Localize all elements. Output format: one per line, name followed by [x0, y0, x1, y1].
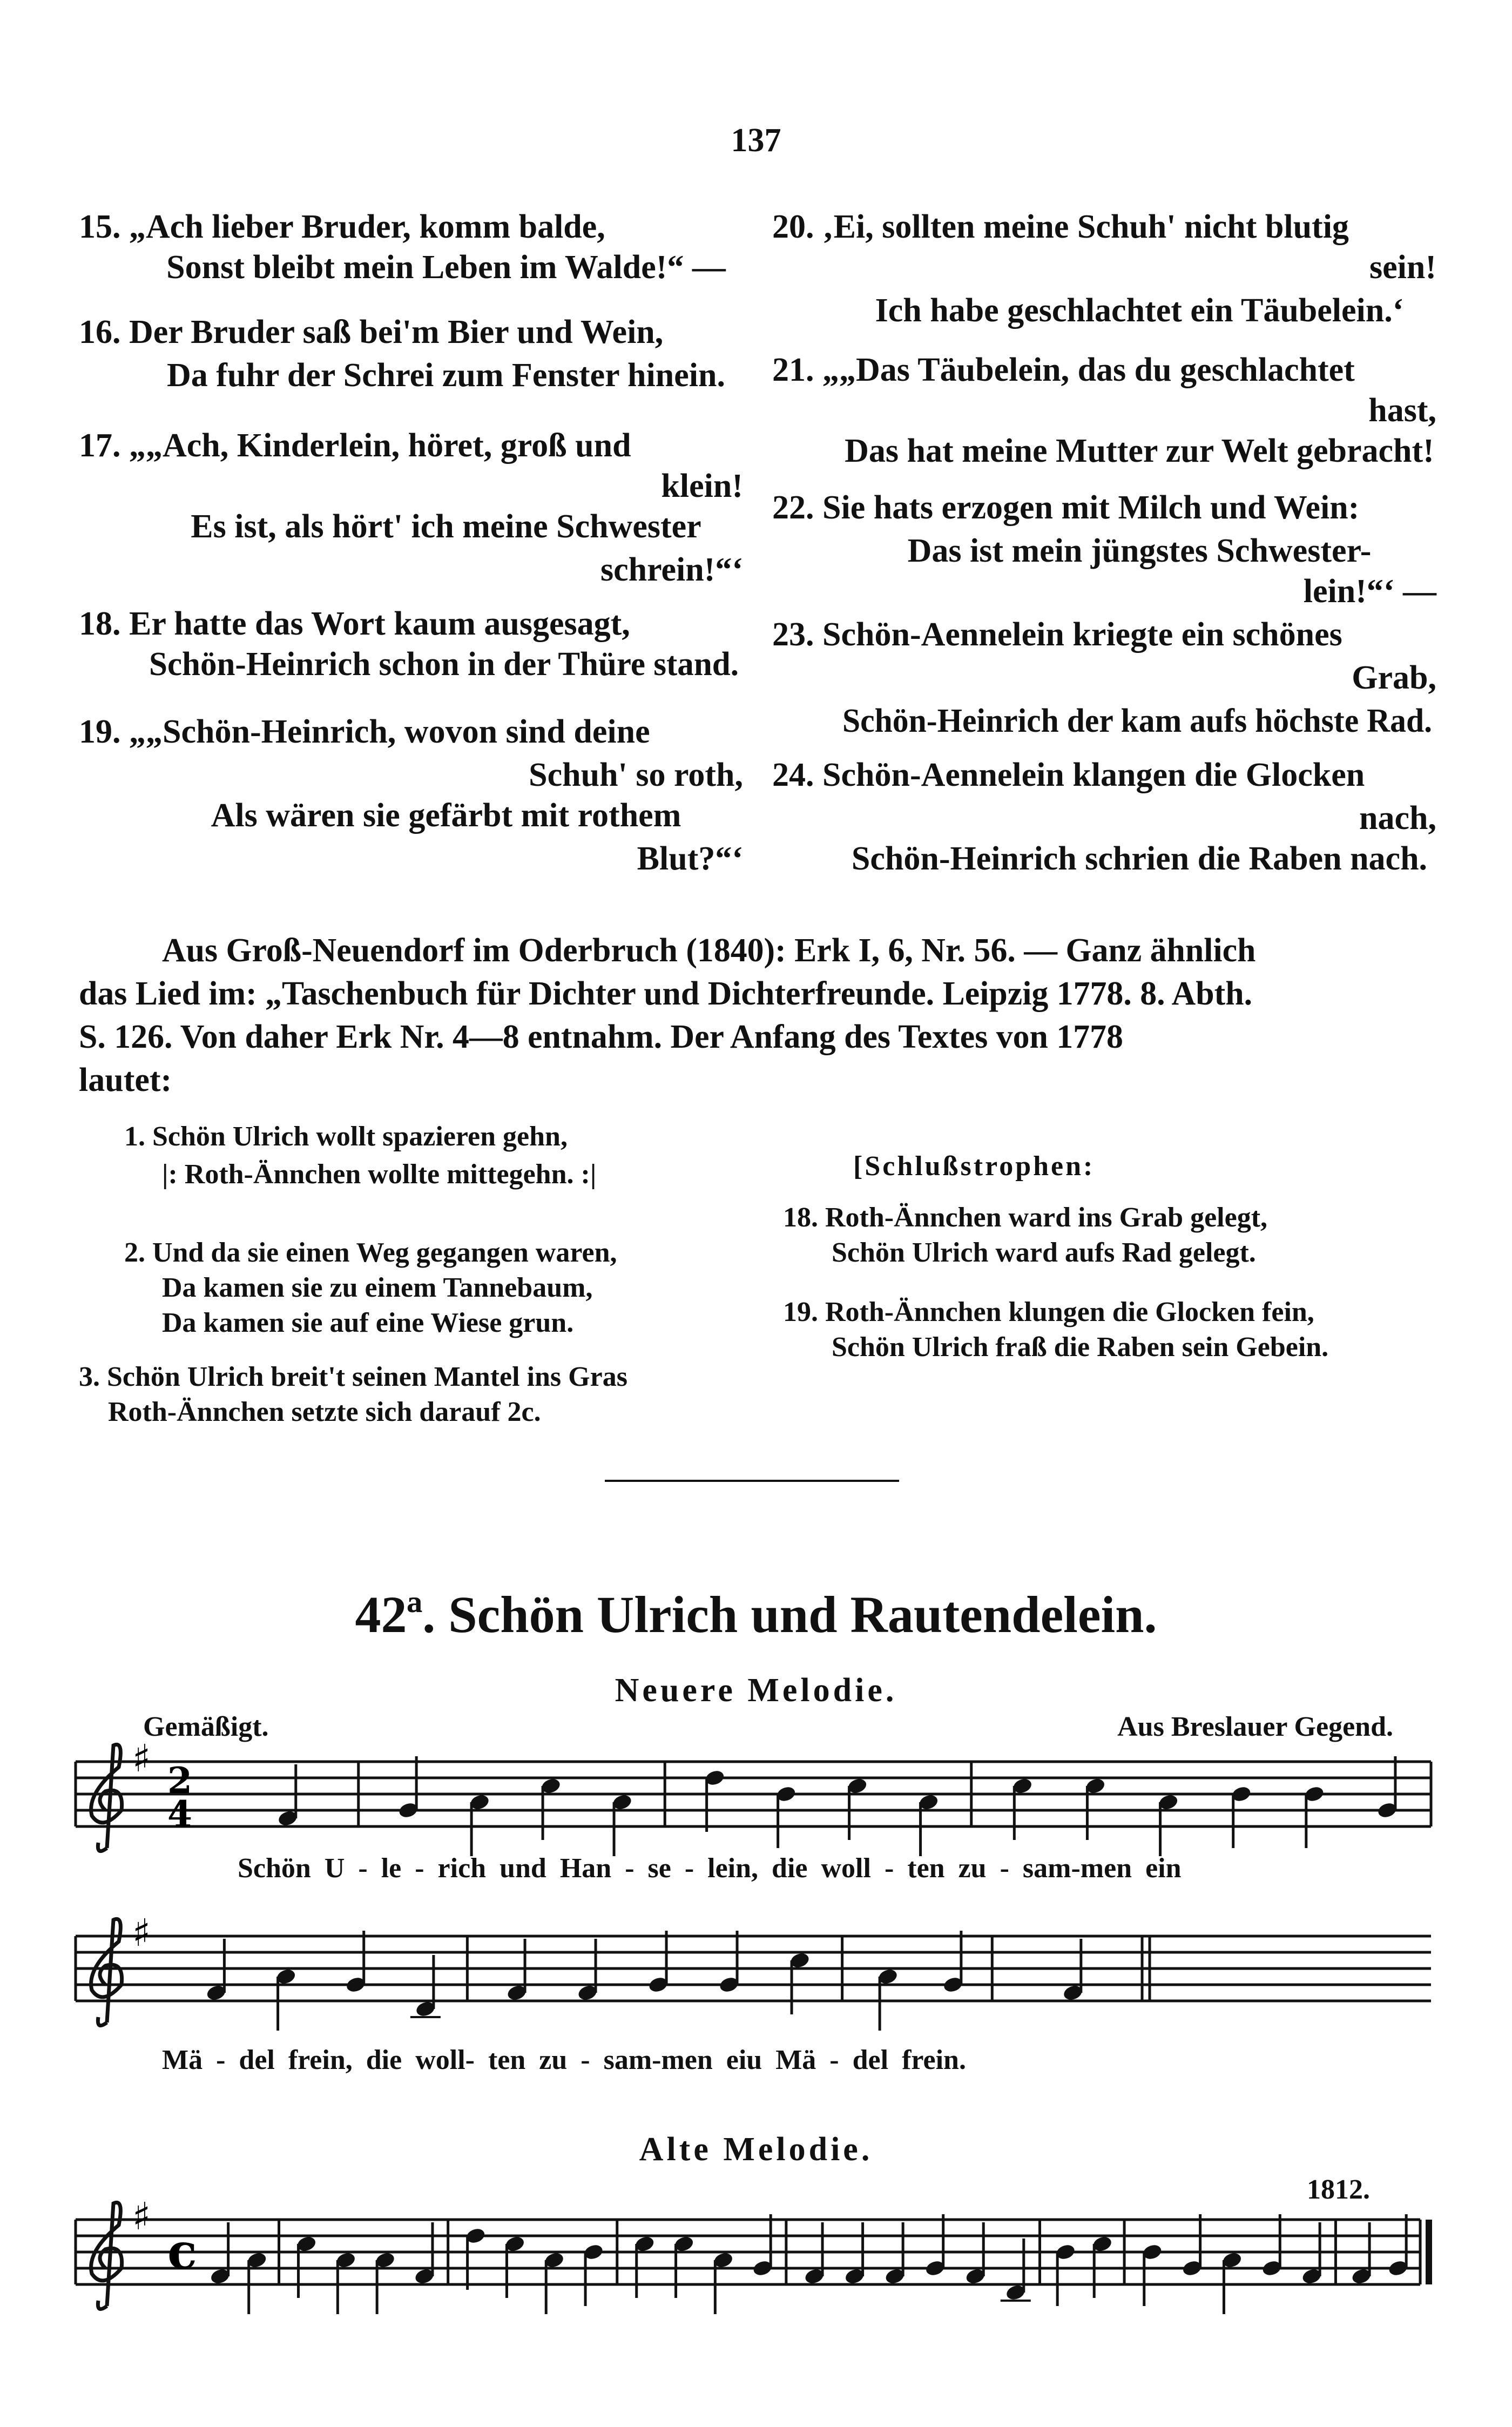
- old-verse-line: Da kamen sie auf eine Wiese grun.: [162, 1307, 574, 1338]
- verse-line: nach,: [1359, 800, 1436, 837]
- verse-line: Ich habe geschlachtet ein Täubelein.‘: [875, 292, 1404, 329]
- paragraph-line: S. 126. Von daher Erk Nr. 4—8 entnahm. Der Anfang des Textes von 1778: [79, 1019, 1123, 1055]
- verse-first-line: 24. Schön-Aennelein klangen die Glocken: [772, 757, 1365, 793]
- page-number: 137: [731, 122, 781, 159]
- verse-line: Schön-Heinrich schon in der Thüre stand.: [149, 646, 739, 683]
- verse-line: Blut?“‘: [637, 840, 743, 877]
- older-melody-year: 1812.: [1307, 2174, 1370, 2205]
- old-verse-line: 1. Schön Ulrich wollt spazieren gehn,: [124, 1121, 568, 1152]
- verse-line: Das hat meine Mutter zur Welt gebracht!: [845, 433, 1434, 469]
- closing-stanzas-heading: [Schlußstrophen:: [853, 1151, 1095, 1182]
- verse-line: hast,: [1368, 392, 1436, 429]
- verse-line: Schön-Heinrich der kam aufs höchste Rad.: [842, 703, 1433, 739]
- old-verse-line: |: Roth-Ännchen wollte mittegehn. :|: [162, 1159, 597, 1190]
- older-melody-heading: Alte Melodie.: [639, 2131, 873, 2168]
- verse-line: lein!“‘ —: [1303, 573, 1436, 610]
- verse-line: Sonst bleibt mein Leben im Walde!“ —: [166, 249, 726, 286]
- old-verse-line: Da kamen sie zu einem Tannebaum,: [162, 1272, 593, 1303]
- verse-line: Als wären sie gefärbt mit rothem: [211, 797, 681, 834]
- old-verse-line: 3. Schön Ulrich breit't seinen Mantel ins Gras: [79, 1361, 627, 1392]
- verse-first-line: 18. Er hatte das Wort kaum ausgesagt,: [79, 605, 630, 642]
- verse-line: klein!: [661, 468, 743, 504]
- lyrics-line-2: Mä - del frein, die woll- ten zu - sam-men eiu Mä - del frein.: [162, 2045, 966, 2075]
- song-title: 42ª. Schön Ulrich und Rautendelein.: [355, 1586, 1157, 1643]
- verse-first-line: 21. „„Das Täubelein, das du geschlachtet: [772, 352, 1355, 388]
- closing-verse-line: Schön Ulrich fraß die Raben sein Gebein.: [832, 1332, 1329, 1363]
- time-signature-bottom: 4: [167, 1793, 192, 1835]
- key-signature-sharp: ♯: [132, 1736, 151, 1781]
- verse-line: Schön-Heinrich schrien die Raben nach.: [851, 840, 1428, 877]
- old-verse-line: Roth-Ännchen setzte sich darauf 2c.: [108, 1397, 541, 1427]
- paragraph-line: das Lied im: „Taschenbuch für Dichter und Dichterfreunde. Leipzig 1778. 8. Abth.: [79, 975, 1253, 1012]
- verse-line: Schuh' so roth,: [529, 757, 743, 793]
- closing-verse-line: Schön Ulrich ward aufs Rad gelegt.: [832, 1237, 1256, 1268]
- verse-first-line: 17. „„Ach, Kinderlein, höret, groß und: [79, 427, 631, 464]
- paragraph-line: lautet:: [79, 1062, 172, 1098]
- verse-line: Es ist, als hört' ich meine Schwester: [191, 508, 701, 545]
- verse-line: Das ist mein jüngstes Schwester-: [907, 532, 1372, 569]
- verse-line: Grab,: [1352, 659, 1436, 696]
- verse-line: Da fuhr der Schrei zum Fenster hinein.: [167, 357, 725, 394]
- common-time: c: [167, 2223, 197, 2280]
- paragraph-line: Aus Groß-Neuendorf im Oderbruch (1840): Erk I, 6, Nr. 56. — Ganz ähnlich: [162, 932, 1256, 969]
- old-verse-line: 2. Und da sie einen Weg gegangen waren,: [124, 1237, 617, 1268]
- verse-first-line: 19. „„Schön-Heinrich, wovon sind deine: [79, 713, 650, 750]
- verse-line: schrein!“‘: [600, 551, 743, 588]
- closing-verse-line: 19. Roth-Ännchen klungen die Glocken fein,: [783, 1297, 1314, 1327]
- lyrics-line-1: Schön U - le - rich und Han - se - lein, die woll - ten zu - sam-men ein: [238, 1853, 1182, 1884]
- key-signature-sharp: ♯: [132, 2194, 151, 2239]
- melody-source: Aus Breslauer Gegend.: [1117, 1711, 1393, 1742]
- tempo-marking: Gemäßigt.: [143, 1711, 269, 1742]
- verse-first-line: 16. Der Bruder saß bei'm Bier und Wein,: [79, 314, 664, 350]
- verse-line: sein!: [1369, 249, 1436, 286]
- closing-verse-line: 18. Roth-Ännchen ward ins Grab gelegt,: [783, 1202, 1268, 1233]
- key-signature-sharp: ♯: [132, 1911, 151, 1955]
- verse-first-line: 15. „Ach lieber Bruder, komm balde,: [79, 208, 605, 245]
- newer-melody-heading: Neuere Melodie.: [615, 1672, 897, 1709]
- verse-first-line: 22. Sie hats erzogen mit Milch und Wein:: [772, 489, 1360, 526]
- verse-first-line: 20. ‚Ei, sollten meine Schuh' nicht blutig: [772, 208, 1349, 245]
- verse-first-line: 23. Schön-Aennelein kriegte ein schönes: [772, 616, 1342, 653]
- time-signature-top: 2: [167, 1759, 192, 1802]
